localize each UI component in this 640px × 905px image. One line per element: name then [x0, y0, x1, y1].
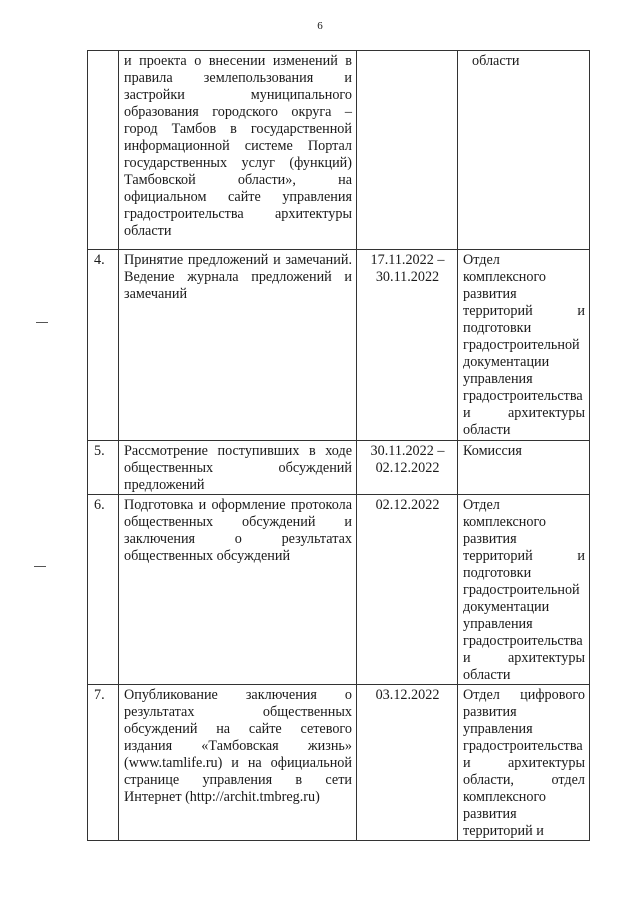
row-responsible: области	[458, 51, 590, 250]
margin-mark	[36, 322, 48, 323]
table-row	[88, 441, 590, 495]
row-description: Рассмотрение поступивших в ходе общественных обсуждений предложений	[119, 441, 357, 495]
row-date: 17.11.2022 – 30.11.2022	[357, 250, 458, 441]
margin-mark	[34, 566, 46, 567]
table-row	[88, 685, 590, 841]
table-row	[88, 51, 590, 250]
row-date: 30.11.2022 – 02.12.2022	[357, 441, 458, 495]
row-number: 4.	[88, 250, 119, 441]
row-responsible: Отдел комплексного развития территорий и подготовки градостроительной документации управления градостроительства и архитектуры области	[458, 250, 590, 441]
row-responsible: Отдел комплексного развития территорий и подготовки градостроительной документации управления градостроительства и архитектуры области	[458, 495, 590, 685]
row-responsible: Комиссия	[458, 441, 590, 495]
table-row	[88, 250, 590, 441]
page-number: 6	[317, 20, 323, 32]
row-date: 03.12.2022	[357, 685, 458, 841]
row-number: 6.	[88, 495, 119, 685]
table-row	[88, 495, 590, 685]
row-number: 5.	[88, 441, 119, 495]
row-description: Опубликование заключения о результатах общественных обсуждений на сайте сетевого издания «Тамбовская жизнь» (www.tamlife.ru) и на официальной странице управления в сети Интернет (http://archit.tmbreg.ru)	[119, 685, 357, 841]
row-responsible: Отдел цифрового развития управления градостроительства и архитектуры области, отдел комплексного развития территорий и	[458, 685, 590, 841]
row-description: Подготовка и оформление протокола общественных обсуждений и заключения о результатах общественных обсуждений	[119, 495, 357, 685]
row-date	[357, 51, 458, 250]
row-number: 7.	[88, 685, 119, 841]
row-description: и проекта о внесении изменений в правила землепользования и застройки муниципального образования городского округа – город Тамбов в государственной информационной системе Портал государственных услуг (функций) Тамбовской области», на официальном сайте управления градостроительства архитектуры области	[119, 51, 357, 250]
schedule-table	[87, 50, 590, 841]
row-date: 02.12.2022	[357, 495, 458, 685]
row-description: Принятие предложений и замечаний. Ведение журнала предложений и замечаний	[119, 250, 357, 441]
row-number	[88, 51, 119, 250]
